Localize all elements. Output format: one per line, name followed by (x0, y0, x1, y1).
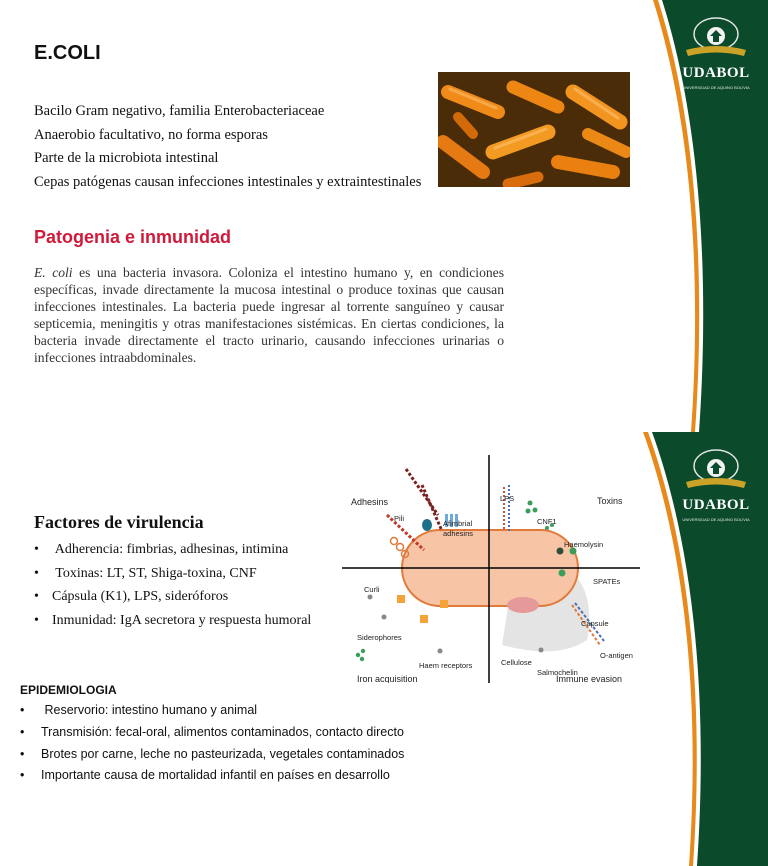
label-salmochelin: Salmochelin (537, 668, 578, 677)
slide-ecoli-overview (0, 0, 768, 432)
label-cnf1: CNF1 (537, 517, 557, 526)
label-curli: Curli (364, 585, 380, 594)
label-cellulose: Cellulose (501, 658, 532, 667)
pathogenesis-paragraph (34, 264, 504, 366)
logo-subtitle: UNIVERSIDAD DE AQUINO BOLIVIA (682, 85, 750, 90)
list-item: • Toxinas: LT, ST, Shiga-toxina, CNF (34, 562, 311, 586)
list-item: Cepas patógenas causan infecciones intestinales y extraintestinales (34, 174, 422, 191)
species-name: E. coli (34, 265, 73, 280)
list-item: • Importante causa de mortalidad infantil en países en desarrollo (20, 765, 404, 787)
label-spates: SPATEs (593, 577, 621, 586)
list-item: Parte de la microbiota intestinal (34, 150, 219, 167)
label-o-antigen: O-antigen (600, 651, 633, 660)
logo-subtitle: UNIVERSIDAD DE AQUINO BOLIVIA (682, 517, 750, 522)
paragraph-text: es una bacteria invasora. Coloniza el intestino humano y, en condiciones específicas, invade directamente la mucosa intestinal o produce toxinas que causan infecciones intestinales. La bacteria puede ingresar al torrente sanguíneo y causar septicemia, meningitis y otras manifestaciones sistémicas. En ciertas condiciones, la bacteria invade directamente el tracto urinario, causando infecciones urinarias o infecciones intraabdominales. (34, 265, 504, 365)
list-item: • Transmisión: fecal-oral, alimentos contaminados, contacto directo (20, 722, 404, 744)
label-siderophores: Siderophores (357, 633, 402, 642)
list-item: • Cápsula (K1), LPS, sideróforos (34, 585, 311, 609)
label-afimbrial-1: Afimbrial (443, 519, 473, 528)
quadrant-label-toxins: Toxins (597, 496, 623, 506)
epidemiology-list (20, 700, 404, 787)
label-haemolysin: Haemolysin (564, 540, 604, 549)
label-afimbrial-2: adhesins (443, 529, 474, 538)
section-title-pathogenesis: Patogenia e inmunidad (34, 227, 232, 247)
ecoli-micrograph (438, 72, 630, 187)
label-haem-receptors: Haem receptors (419, 661, 473, 670)
list-item: Anaerobio facultativo, no forma esporas (34, 126, 268, 143)
list-item: • Reservorio: intestino humano y animal (20, 700, 404, 722)
epidemiology-title: EPIDEMIOLOGIA (20, 683, 117, 697)
udabol-logo (672, 444, 760, 522)
quadrant-label-iron-acquisition: Iron acquisition (357, 674, 418, 683)
list-item: • Inmunidad: IgA secretora y respuesta humoral (34, 609, 311, 633)
label-lps: LPS (500, 494, 515, 503)
logo-name: UDABOL (682, 497, 750, 513)
list-item: Bacilo Gram negativo, familia Enterobacteriaceae (34, 103, 325, 119)
logo-name: UDABOL (682, 65, 750, 81)
quadrant-label-immune-evasion: Immune evasion (556, 674, 623, 683)
quadrant-label-adhesins: Adhesins (351, 497, 389, 507)
label-pili: Pili (394, 514, 405, 523)
virulence-list (34, 538, 311, 632)
slide-virulence (0, 432, 768, 866)
label-capsule: Capsule (581, 619, 609, 628)
virulence-factors-diagram (342, 455, 640, 683)
virulence-title: Factores de virulencia (34, 512, 204, 532)
list-item: • Brotes por carne, leche no pasteurizada, vegetales contaminados (20, 744, 404, 766)
intro-list (34, 100, 421, 195)
udabol-logo (672, 12, 760, 90)
page-title: E.COLI (34, 42, 101, 64)
list-item: • Adherencia: fimbrias, adhesinas, intimina (34, 538, 311, 562)
